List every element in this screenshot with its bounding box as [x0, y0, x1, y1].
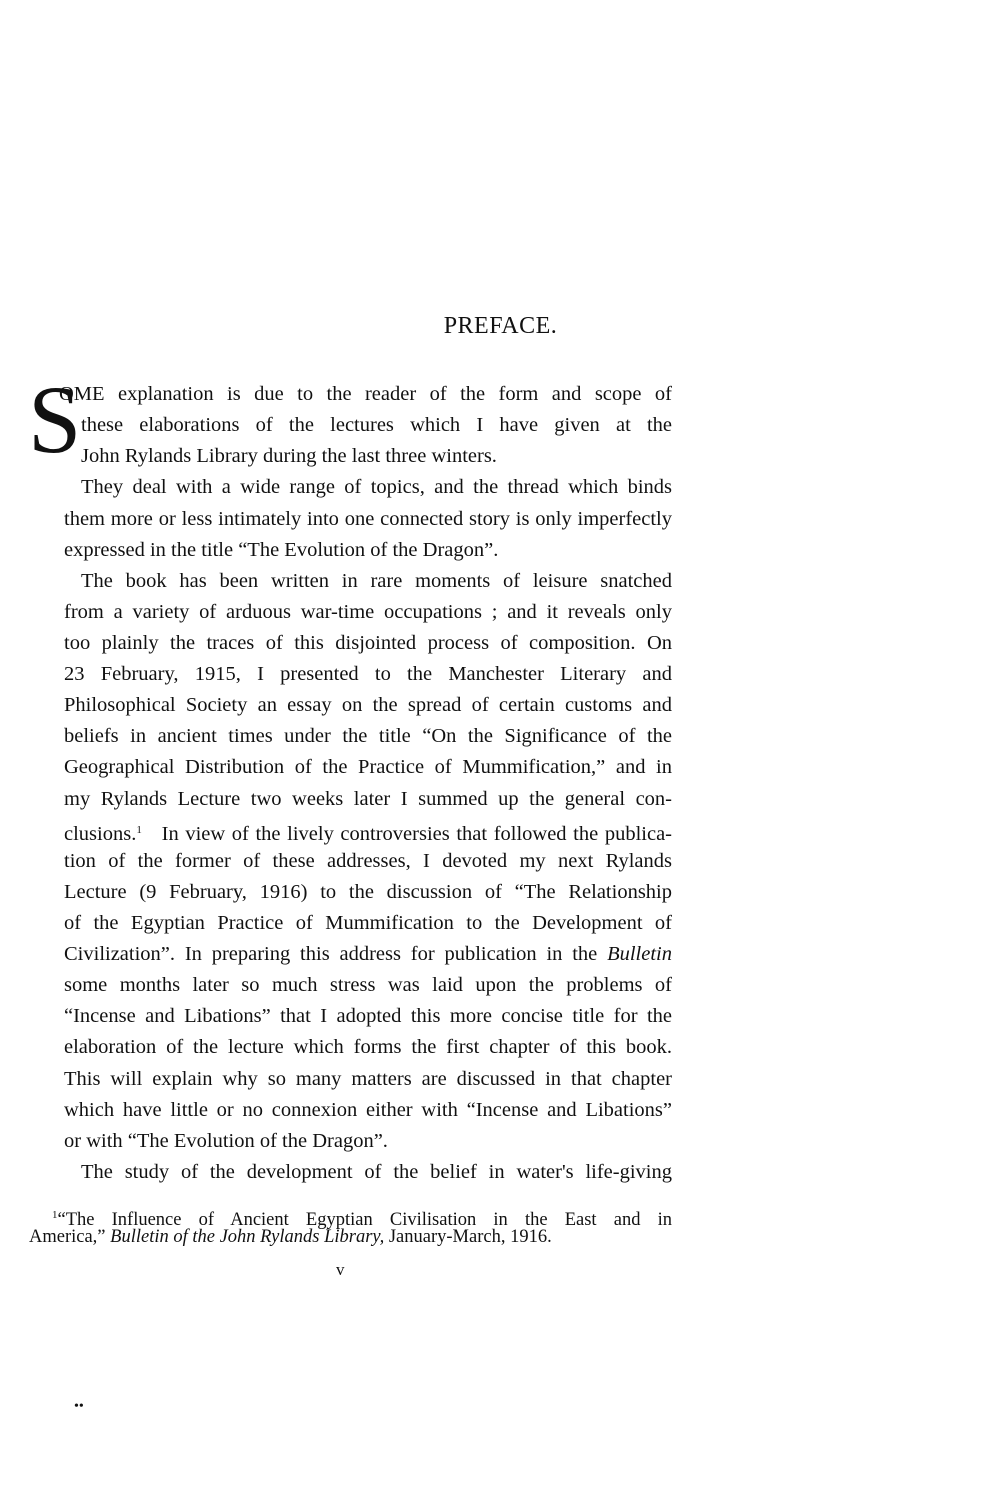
- text-line: them more or less intimately into one connected story is only imperfectly: [64, 508, 672, 530]
- text-line: 23 February, 1915, I presented to the Manchester Literary and: [64, 663, 672, 685]
- text-fragment: clusions.: [64, 823, 137, 845]
- text-line: [64, 816, 672, 848]
- text-line: elaboration of the lecture which forms the first chapter of this book.: [64, 1036, 672, 1058]
- text-line: beliefs in ancient times under the title “On the Significance of the: [64, 725, 672, 747]
- text-line: my Rylands Lecture two weeks later I summed up the general con-: [64, 788, 672, 810]
- text-line: these elaborations of the lectures which I have given at the: [81, 414, 672, 436]
- footnote-text: “The Influence of Ancient Egyptian Civilisation in the East and in: [57, 1210, 672, 1230]
- footnote-italic: Bulletin of the John Rylands Library,: [110, 1227, 385, 1247]
- page-number: v: [336, 1260, 345, 1279]
- printer-mark: ••: [74, 1399, 84, 1414]
- drop-cap: S: [28, 366, 82, 473]
- text-line: The study of the development of the belief in water's life-giving: [81, 1161, 672, 1183]
- text-line: John Rylands Library during the last three winters.: [81, 445, 497, 467]
- text-fragment: In view of the lively controversies that followed the publica-: [161, 823, 672, 845]
- text-line: which have little or no connexion either with “Incense and Libations”: [64, 1099, 672, 1121]
- text-line: tion of the former of these addresses, I devoted my next Rylands: [64, 850, 672, 872]
- footnote-marker: 1: [52, 1209, 58, 1221]
- text-line: The book has been written in rare moments of leisure snatched: [81, 570, 672, 592]
- text-line: OME explanation is due to the reader of the form and scope of: [59, 383, 672, 405]
- page-title: PREFACE.: [443, 313, 558, 339]
- text-line: or with “The Evolution of the Dragon”.: [64, 1130, 388, 1152]
- text-line: Geographical Distribution of the Practice of Mummification,” and in: [64, 756, 672, 778]
- text-line: “Incense and Libations” that I adopted this more concise title for the: [64, 1005, 672, 1027]
- footnote-text: January-March, 1916.: [388, 1227, 552, 1247]
- footnote: [29, 1227, 672, 1248]
- text-line: Philosophical Society an essay on the spread of certain customs and: [64, 694, 672, 716]
- text-fragment: Civilization”. In preparing this address for publication in the: [64, 943, 598, 965]
- text-line: Lecture (9 February, 1916) to the discussion of “The Relationship: [64, 881, 672, 903]
- text-line: from a variety of arduous war-time occupations ; and it reveals only: [64, 601, 672, 623]
- text-line: [64, 940, 672, 968]
- footnote-text: America,”: [29, 1227, 106, 1247]
- text-line: of the Egyptian Practice of Mummification to the Development of: [64, 912, 672, 934]
- text-line: This will explain why so many matters are discussed in that chapter: [64, 1068, 672, 1090]
- text-line: They deal with a wide range of topics, and the thread which binds: [81, 476, 672, 498]
- footnote-reference: 1: [136, 824, 142, 836]
- italic-title: Bulletin: [607, 943, 672, 965]
- text-line: expressed in the title “The Evolution of the Dragon”.: [64, 539, 499, 561]
- text-line: too plainly the traces of this disjointed process of composition. On: [64, 632, 672, 654]
- text-line: some months later so much stress was laid upon the problems of: [64, 974, 672, 996]
